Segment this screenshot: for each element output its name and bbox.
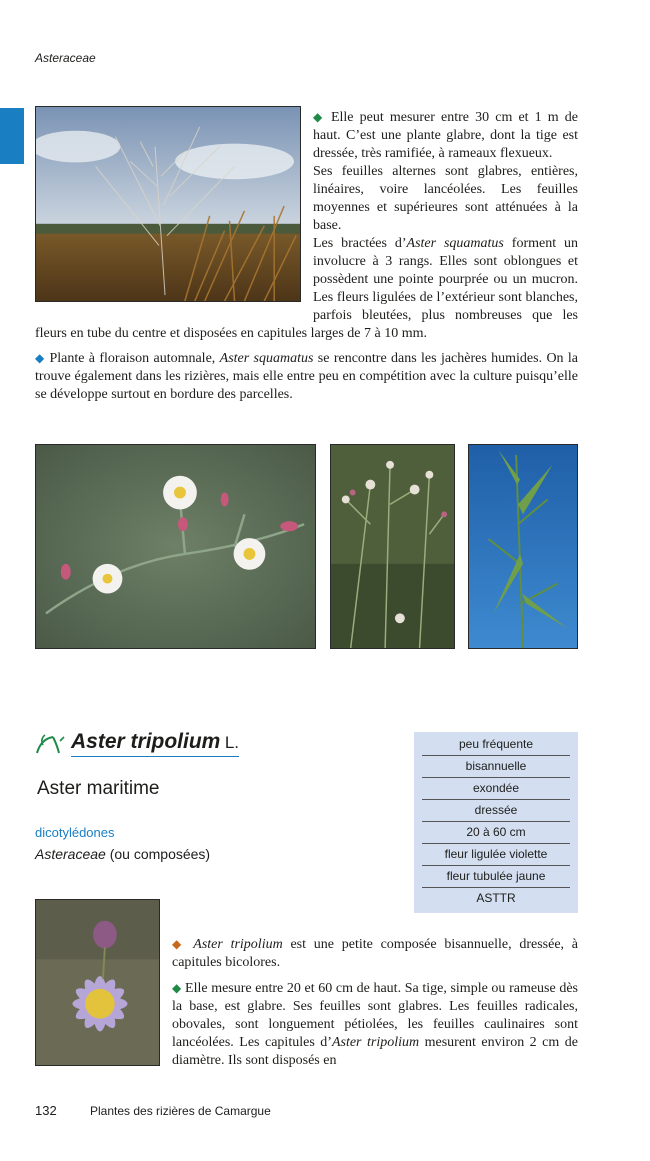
family-line [35, 846, 210, 862]
trait-disc-flower: fleur tubulée jaune [422, 866, 570, 888]
paragraph-text: Elle mesure entre 20 et 60 cm de haut. Sa tige, simple ou rameuse dès la base, est glabre. Ses feuilles sont glabres. Les feuilles radicales, obovales, sont longuement pétiolées, les feuilles caulinaires sont lancéolées. Les capitules d’ [172, 981, 579, 1050]
paragraph-text: se rencontre dans les jachères humides. On la trouve également dans les rizières, mais elle entre peu en compétition avec la culture puisqu’elle se développe surtout en bordure des parcelles. [35, 351, 579, 402]
paragraph-text: Elle peut mesurer entre 30 cm et 1 m de haut. C’est une plante glabre, dont la tige est dressée, très ramifiée, à rameaux flexueux. [313, 110, 579, 161]
paragraph-text: Les bractées d’ [313, 236, 407, 251]
family-note: (ou composées) [105, 846, 211, 862]
diamond-bullet-icon: ◆ [35, 351, 46, 365]
trait-frequency: peu fréquente [422, 734, 570, 756]
species-name: Aster tripolium [331, 1035, 420, 1050]
photo-stem-sky [468, 444, 578, 649]
species-name: Aster squamatus [219, 351, 314, 366]
photo-flower-branch [35, 444, 316, 649]
section2-text [172, 935, 578, 1070]
species-name: Aster squamatus [406, 236, 504, 251]
trait-ray-flower: fleur ligulée violette [422, 844, 570, 866]
family-name: Asteraceae [35, 846, 106, 862]
species-title [71, 730, 239, 757]
species-heading [35, 730, 285, 757]
diamond-bullet-icon: ◆ [313, 110, 325, 124]
diamond-bullet-icon: ◆ [172, 981, 182, 995]
paragraph-text: mesurent environ 2 cm de diamètre. Ils sont disposés en [172, 1035, 579, 1068]
traits-box [414, 732, 578, 913]
common-name: Aster maritime [37, 778, 160, 799]
species-author: L. [224, 733, 239, 752]
species-scientific-name: Aster tripolium [71, 730, 221, 753]
trait-habitat: exondée [422, 778, 570, 800]
photo-aster-tripolium [35, 899, 160, 1066]
running-head: Asteraceae [35, 51, 96, 65]
paragraph-text: est une petite composée bisannuelle, dressée, à capitules bicolores. [172, 937, 579, 970]
photo-flower-stems [330, 444, 455, 649]
diamond-bullet-icon: ◆ [172, 937, 186, 951]
paragraph-text: Ses feuilles alternes sont glabres, entières, linéaires, voire lancéolées. Les feuilles moyennes et supérieures sont atténuées à la base. [313, 164, 578, 233]
chapter-tab-marker [0, 108, 24, 164]
trait-height: 20 à 60 cm [422, 822, 570, 844]
plant-class: dicotylédones [35, 825, 115, 840]
page-number: 132 [35, 1103, 57, 1118]
trait-habit: dressée [422, 800, 570, 822]
section1-text [35, 108, 578, 404]
photo-field-plant [35, 106, 301, 302]
paragraph-text: forment un involucre à 3 rangs. Elles sont oblongues et possèdent une pointe pourprée ou un mucron. Les fleurs ligulées de l’extérieur sont blanches, parfois bleutées, plus nombreuses que les fleurs en tube du centre et disposées en capitules larges de 7 à 10 mm. [35, 236, 579, 341]
plant-sprout-icon [35, 733, 65, 755]
book-title: Plantes des rizières de Camargue [90, 1104, 271, 1118]
trait-cycle: bisannuelle [422, 756, 570, 778]
species-name: Aster tripolium [193, 937, 283, 952]
trait-code: ASTTR [476, 891, 516, 905]
paragraph-text: Plante à floraison automnale, [49, 351, 220, 366]
